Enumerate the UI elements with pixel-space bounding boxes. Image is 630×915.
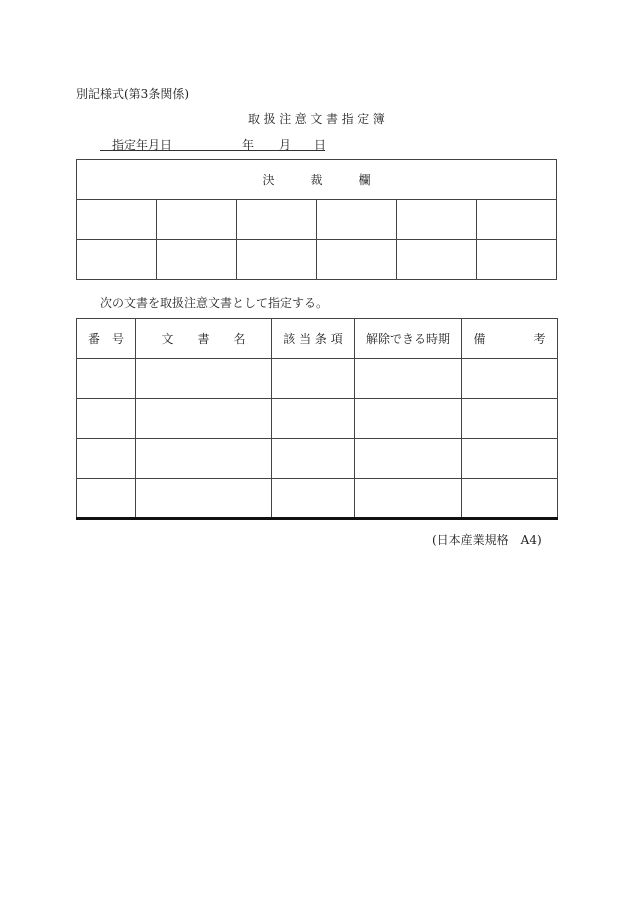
cell[interactable] [77,399,136,439]
approval-cell[interactable] [317,240,397,280]
approval-header: 決 裁 欄 [77,160,557,200]
designation-date-label: 指定年月日 [112,138,173,152]
cell[interactable] [136,439,272,479]
cell[interactable] [77,359,136,399]
header-release-period: 解除できる時期 [355,319,462,359]
cell[interactable] [355,359,462,399]
table-row [77,439,558,479]
cell[interactable] [272,479,355,519]
approval-cell[interactable] [317,200,397,240]
approval-table [76,159,557,280]
cell[interactable] [462,479,558,519]
approval-cell[interactable] [77,240,157,280]
header-remarks: 備 考 [462,319,558,359]
cell[interactable] [355,439,462,479]
approval-cell[interactable] [397,200,477,240]
document-table [76,318,558,520]
statement: 次の文書を取扱注意文書として指定する。 [100,296,329,310]
cell[interactable] [136,479,272,519]
approval-cell[interactable] [157,200,237,240]
cell[interactable] [462,399,558,439]
approval-cell[interactable] [237,200,317,240]
approval-cell[interactable] [477,200,557,240]
cell[interactable] [272,399,355,439]
cell[interactable] [77,479,136,519]
header-document-name: 文 書 名 [136,319,272,359]
form-label: 別記様式(第3条関係) [76,87,189,101]
cell[interactable] [355,399,462,439]
paper-size-note: (日本産業規格 A4) [432,533,542,547]
table-row [77,479,558,519]
year-label: 年 [242,138,255,152]
day-label: 日 [314,138,327,152]
cell[interactable] [355,479,462,519]
cell[interactable] [136,359,272,399]
document-title: 取扱注意文書指定簿 [248,112,389,126]
cell[interactable] [462,439,558,479]
approval-cell[interactable] [477,240,557,280]
cell[interactable] [272,359,355,399]
approval-cell[interactable] [157,240,237,280]
header-applicable-clause: 該 当 条 項 [272,319,355,359]
approval-cell[interactable] [397,240,477,280]
approval-cell[interactable] [237,240,317,280]
cell[interactable] [272,439,355,479]
cell[interactable] [462,359,558,399]
table-row [77,359,558,399]
approval-cell[interactable] [77,200,157,240]
cell[interactable] [136,399,272,439]
month-label: 月 [279,138,292,152]
cell[interactable] [77,439,136,479]
header-number: 番 号 [77,319,136,359]
table-row [77,399,558,439]
designation-date-line [100,136,325,151]
